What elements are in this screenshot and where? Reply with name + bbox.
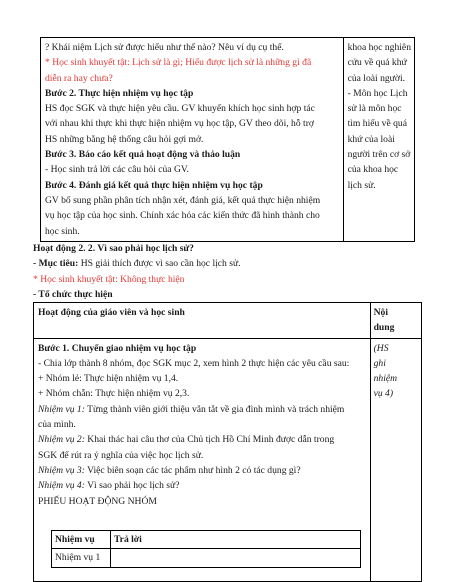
top-table-line: HS những bằng hệ thống câu hỏi gợi mở. [45, 133, 204, 145]
top-table-side-line: sử là môn học [347, 103, 402, 115]
top-table-side-line: cứu về quá khứ [347, 57, 407, 69]
step1-line [38, 402, 366, 417]
top-table-side-line: - Môn học Lịch [347, 87, 408, 99]
worksheet-row [52, 549, 361, 567]
main-table-header-row [34, 303, 422, 339]
step1-line: PHIẾU HOẠT ĐỘNG NHÓM [38, 495, 157, 507]
worksheet-header-row [52, 531, 361, 549]
main-table-header-col2 [370, 303, 421, 339]
header-content-label-1: Nội [373, 307, 388, 318]
main-table-body-col2 [370, 338, 421, 581]
step1-line: của mình. [38, 419, 76, 431]
top-table-line: HS đọc SGK và thực hiện yêu cầu. GV khuyến khích học sinh hợp tác [45, 103, 315, 115]
step1-line [38, 478, 366, 493]
side-note [374, 341, 418, 402]
goal-text: HS giải thích được vì sao cần học lịch sử. [78, 258, 241, 270]
top-table [40, 37, 415, 242]
goal-label: - Mục tiêu: [33, 258, 79, 270]
side-note-line: vụ 4) [373, 388, 394, 400]
top-table-side-line: khứ của loài [347, 133, 395, 145]
top-table-line: vụ học tập của học sinh. Chính xác hóa các kiến thức đã hình thành cho [45, 210, 320, 222]
top-table-line: Bước 3. Báo cáo kết quả hoạt động và thảo luận [45, 149, 241, 161]
task-text: Việc biên soạn các tác phẩm như hình 2 có tác dụng gì? [84, 464, 301, 476]
header-activity-label: Hoạt động của giáo viên và học sinh [38, 307, 185, 318]
task-label: Nhiệm vụ 2: [38, 434, 85, 446]
worksheet-header-answer: Trả lời [111, 531, 361, 549]
main-table-header-col1 [34, 303, 371, 339]
top-table-line: Bước 2. Thực hiện nhiệm vụ học tập [45, 87, 194, 99]
organization-label: - Tổ chức thực hiện [33, 288, 113, 300]
top-table-col1-text [45, 40, 340, 239]
task-label: Nhiệm vụ 3: [38, 464, 85, 476]
top-table-line: - Học sinh trả lời các câu hỏi của GV. [45, 164, 189, 176]
activity-heading-block [33, 241, 423, 302]
top-table-side-line: của khoa học [347, 164, 399, 176]
top-table-col2 [343, 38, 414, 242]
task-text: Khai thác hai câu thơ của Chủ tịch Hồ Chí Minh được dẫn trong [84, 434, 335, 446]
top-table-line: * Học sinh khuyết tật: Lịch sử là gì; Hiểu được lịch sử là những gì đã [45, 57, 312, 69]
top-table-col2-text [348, 40, 411, 193]
task-label: Nhiệm vụ 1: [38, 403, 85, 415]
top-table-line: học sinh. [45, 225, 80, 237]
step1-line: - Chia lớp thành 8 nhóm, đọc SGK mục 2, xem hình 2 thực hiện các yêu cầu sau: [38, 357, 350, 369]
activity-goal [33, 256, 423, 271]
task-text: Vì sao phải học lịch sử? [84, 480, 180, 492]
group-worksheet-table [51, 530, 361, 568]
header-content-label-2: dung [373, 322, 395, 334]
top-table-side-line: lịch sử. [347, 179, 376, 191]
worksheet-cell-answer [111, 549, 361, 567]
disabled-student-note: * Học sinh khuyết tật: Không thực hiện [33, 273, 185, 285]
step1-line [38, 432, 366, 447]
top-table-line: ? Khái niệm Lịch sử được hiểu như thế nào? Nêu ví dụ cụ thể. [45, 42, 284, 53]
top-table-col1 [41, 38, 344, 242]
side-note-line: (HS [373, 342, 389, 354]
task-text: Từng thành viên giới thiệu vắn tắt về gia đình mình và trách nhiệm [84, 403, 345, 415]
top-table-line: diễn ra hay chưa? [45, 72, 113, 84]
top-table-line: GV bổ sung phần phân tích nhận xét, đánh giá, kết quả thực hiện nhiệm [45, 194, 321, 206]
step1-line [38, 463, 366, 478]
side-note-line: ghi [373, 357, 386, 369]
step1-body [38, 356, 366, 509]
top-table-side-line: tìm hiểu về quá [347, 118, 407, 130]
top-table-line: Bước 4. Đánh giá kết quả thực hiện nhiệm vụ học tập [45, 179, 263, 191]
worksheet-header-task: Nhiệm vụ [52, 531, 111, 549]
step1-line: + Nhóm chẵn: Thực hiện nhiệm vụ 2,3. [38, 388, 190, 400]
top-table-side-line: của loài người. [347, 72, 406, 84]
activity-title: Hoạt động 2. 2. Vì sao phải học lịch sử? [33, 243, 194, 254]
top-table-line: với nhau khi thực khi thực hiện nhiệm vụ học tập, GV theo dõi, hỗ trợ [45, 118, 314, 130]
step1-title: Bước 1. Chuyển giao nhiệm vụ học tập [38, 342, 197, 354]
worksheet-cell-task: Nhiệm vụ 1 [52, 549, 111, 567]
top-table-row [41, 38, 415, 242]
step1-line: + Nhóm lẻ: Thực hiện nhiệm vụ 1,4. [38, 373, 179, 385]
top-table-side-line: người trên cơ sở [347, 149, 411, 161]
step1-line: SGK để rút ra ý nghĩa của việc học lịch sử. [38, 449, 204, 461]
task-label: Nhiệm vụ 4: [38, 480, 85, 492]
side-note-line: nhiệm [373, 373, 398, 385]
top-table-side-line: khoa học nghiên [347, 42, 411, 53]
